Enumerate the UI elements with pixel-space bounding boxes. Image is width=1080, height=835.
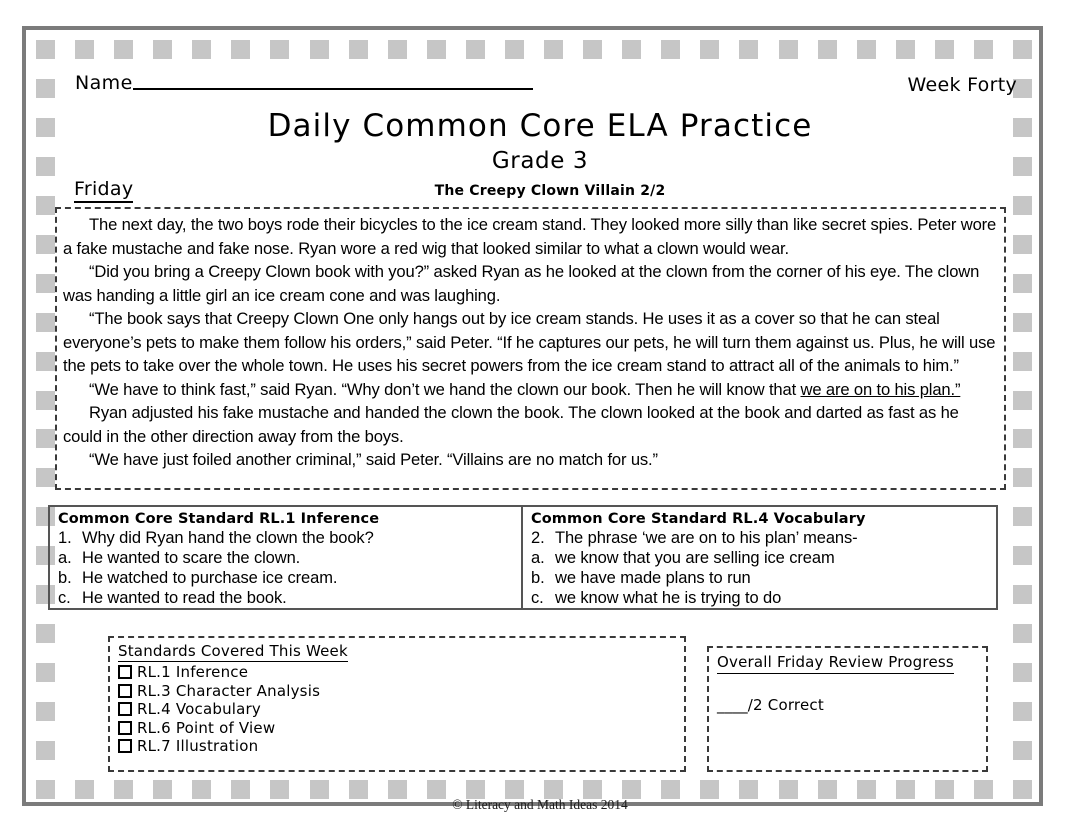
decorative-square	[1013, 391, 1032, 410]
story-title: The Creepy Clown Villain 2/2	[434, 183, 666, 199]
standards-heading: Standards Covered This Week	[118, 642, 348, 660]
decorative-square	[36, 741, 55, 760]
day-label: Friday	[74, 178, 133, 203]
question-prompt	[58, 528, 513, 548]
decorative-square	[1013, 40, 1032, 59]
passage-paragraph-with-underline	[63, 378, 998, 402]
name-input-line[interactable]	[133, 88, 533, 90]
grade-subtitle: Grade 3	[491, 148, 589, 174]
decorative-square	[36, 40, 55, 59]
decorative-square	[1013, 468, 1032, 487]
decorative-square	[1013, 196, 1032, 215]
decorative-square	[622, 40, 641, 59]
decorative-square	[36, 391, 55, 410]
decorative-square	[231, 40, 250, 59]
choice-text: He wanted to scare the clown.	[82, 549, 301, 567]
standards-item-label: RL.3 Character Analysis	[137, 681, 321, 700]
choice-text: we have made plans to run	[555, 569, 751, 587]
standards-list-item[interactable]	[118, 663, 676, 682]
standards-item-label: RL.4 Vocabulary	[137, 700, 262, 718]
question-column-2	[523, 507, 996, 608]
passage-paragraph: “The book says that Creepy Clown One only hangs out by ice cream stands. He uses it as a cover so that he can steal everyone’s pets to make them follow his orders,” said Peter. “If he captures our pets, he will turn them against us. Plus, he will use the pets to take over the whole town. He uses his secret powers from the ice cream stand to attract all of the animals to him.”	[63, 309, 996, 375]
answer-choice[interactable]	[58, 568, 513, 588]
checkbox-icon[interactable]	[118, 665, 132, 679]
standards-item-label: RL.1 Inference	[137, 663, 249, 681]
decorative-square	[1013, 352, 1032, 371]
decorative-square	[700, 40, 719, 59]
choice-marker: a.	[58, 549, 72, 567]
decorative-square	[1013, 235, 1032, 254]
passage-paragraph: Ryan adjusted his fake mustache and handed the clown the book. The clown looked at the book and darted as fast as he could in the other direction away from the boys.	[63, 403, 959, 446]
decorative-square	[818, 40, 837, 59]
standards-list-item[interactable]	[118, 737, 676, 756]
standards-item-label: RL.7 Illustration	[137, 737, 259, 755]
answer-choice[interactable]	[531, 548, 988, 568]
decorative-square	[114, 40, 133, 59]
standards-list-item[interactable]	[118, 700, 676, 719]
decorative-square	[779, 40, 798, 59]
answer-choice[interactable]	[58, 548, 513, 568]
decorative-square	[36, 79, 55, 98]
decorative-square	[583, 40, 602, 59]
name-label: Name	[75, 72, 133, 94]
passage-text: “We have to think fast,” said Ryan. “Why don’t we hand the clown our book. Then he will know that	[89, 379, 801, 399]
decorative-square	[153, 40, 172, 59]
checkbox-icon[interactable]	[118, 739, 132, 753]
decorative-square	[1013, 546, 1032, 565]
passage-paragraph: “Did you bring a Creepy Clown book with you?” asked Ryan as he looked at the clown from the corner of his eye. The clown was handing a little girl an ice cream cone and was laughing.	[63, 262, 980, 305]
decorative-square	[857, 40, 876, 59]
standards-item-label: RL.6 Point of View	[137, 718, 276, 737]
checkbox-icon[interactable]	[118, 684, 132, 698]
decorative-square	[505, 40, 524, 59]
decorative-square	[1013, 663, 1032, 682]
standards-list-item[interactable]	[118, 718, 676, 737]
question-number: 2.	[531, 529, 545, 547]
underlined-phrase: we are on to his plan.”	[800, 379, 961, 399]
page-title: Daily Common Core ELA Practice	[267, 108, 813, 144]
decorative-square	[310, 40, 329, 59]
decorative-square	[1013, 507, 1032, 526]
decorative-square	[36, 702, 55, 721]
decorative-square	[36, 429, 55, 448]
name-field-row	[75, 74, 533, 93]
decorative-square	[1013, 313, 1032, 332]
question-text: The phrase ‘we are on to his plan’ means-	[555, 529, 858, 547]
decorative-square	[349, 40, 368, 59]
week-label: Week Forty	[907, 74, 1017, 96]
standards-list-item[interactable]	[118, 681, 676, 700]
decorative-square	[935, 40, 954, 59]
reading-passage	[55, 207, 1006, 490]
decorative-square	[1013, 741, 1032, 760]
choice-text: He wanted to read the book.	[82, 589, 287, 607]
decorative-square	[544, 40, 563, 59]
question-column-1	[50, 507, 523, 608]
decorative-square	[1013, 702, 1032, 721]
decorative-square	[192, 40, 211, 59]
question-number: 1.	[58, 529, 72, 547]
choice-marker: a.	[531, 549, 545, 567]
standard-heading: Common Core Standard RL.4 Vocabulary	[531, 511, 866, 527]
decorative-square	[661, 40, 680, 59]
decorative-square	[36, 196, 55, 215]
question-prompt	[531, 528, 988, 548]
decorative-square	[1013, 585, 1032, 604]
checkbox-icon[interactable]	[118, 721, 132, 735]
choice-marker: c.	[531, 589, 544, 607]
checkbox-icon[interactable]	[118, 702, 132, 716]
decorative-square	[36, 313, 55, 332]
decorative-square	[388, 40, 407, 59]
choice-marker: b.	[58, 569, 72, 587]
decorative-square	[36, 274, 55, 293]
passage-paragraph: The next day, the two boys rode their bicycles to the ice cream stand. They looked more silly than like secret spies. Peter wore a fake mustache and fake nose. Ryan wore a red wig that looked similar to what a clown would wear.	[63, 215, 997, 258]
standards-covered-box	[108, 636, 686, 772]
decorative-square	[1013, 429, 1032, 448]
progress-heading: Overall Friday Review Progress	[717, 653, 954, 674]
decorative-square	[36, 624, 55, 643]
decorative-square	[896, 40, 915, 59]
question-text: Why did Ryan hand the clown the book?	[82, 529, 374, 547]
decorative-square	[974, 40, 993, 59]
decorative-square	[270, 40, 289, 59]
progress-box	[707, 646, 988, 772]
decorative-square	[1013, 624, 1032, 643]
decorative-square	[466, 40, 485, 59]
decorative-square	[36, 663, 55, 682]
decorative-square	[427, 40, 446, 59]
answer-choice[interactable]	[58, 588, 513, 608]
progress-score-field[interactable]: ____/2 Correct	[717, 695, 824, 714]
answer-choice[interactable]	[531, 588, 988, 608]
decorative-square	[36, 352, 55, 371]
questions-container	[48, 505, 998, 610]
choice-marker: c.	[58, 589, 71, 607]
choice-marker: b.	[531, 569, 545, 587]
choice-text: we know what he is trying to do	[555, 589, 782, 607]
decorative-square	[75, 40, 94, 59]
copyright-footer: © Literacy and Math Ideas 2014	[452, 797, 628, 812]
standard-heading: Common Core Standard RL.1 Inference	[58, 511, 380, 527]
decorative-square	[36, 235, 55, 254]
decorative-square	[739, 40, 758, 59]
passage-paragraph: “We have just foiled another criminal,” said Peter. “Villains are no match for us.”	[89, 450, 658, 469]
decorative-square	[1013, 274, 1032, 293]
answer-choice[interactable]	[531, 568, 988, 588]
choice-text: He watched to purchase ice cream.	[82, 569, 338, 587]
choice-text: we know that you are selling ice cream	[555, 549, 835, 567]
decorative-square	[36, 468, 55, 487]
